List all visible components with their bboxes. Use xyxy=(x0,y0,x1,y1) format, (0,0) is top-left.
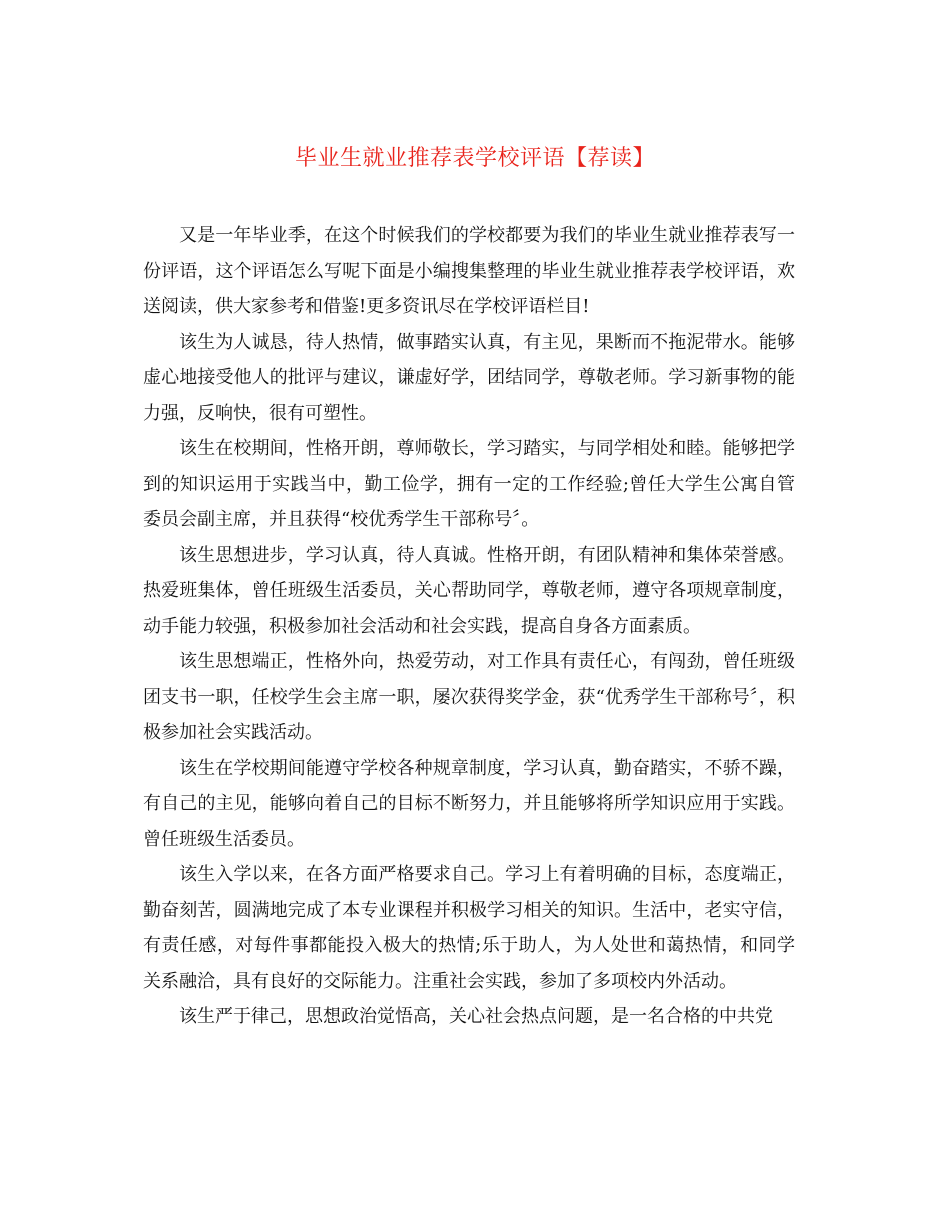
comment-paragraph: 该生思想端正，性格外向，热爱劳动，对工作具有责任心，有闯劲，曾任班级团支书一职，任校学生会主席一职，屡次获得奖学金，获“优秀学生干部称号〞，积极参加社会实践活动。 xyxy=(143,651,795,743)
comment-paragraph: 该生为人诚恳，待人热情，做事踏实认真，有主见，果断而不拖泥带水。能够虚心地接受他人的批评与建议，谦虚好学，团结同学，尊敬老师。学习新事物的能力强，反响快，很有可塑性。 xyxy=(143,331,795,424)
comment-paragraph: 该生思想进步，学习认真，待人真诚。性格开朗，有团队精神和集体荣誉感。热爱班集体，曾任班级生活委员，关心帮助同学，尊敬老师，遵守各项规章制度，动手能力较强，积极参加社会活动和社会实践，提高自身各方面素质。 xyxy=(143,544,795,637)
intro-paragraph: 又是一年毕业季，在这个时候我们的学校都要为我们的毕业生就业推荐表写一份评语，这个评语怎么写呢下面是小编搜集整理的毕业生就业推荐表学校评语，欢送阅读，供大家参考和借鉴!更多资讯尽在学校评语栏目! xyxy=(143,225,795,317)
document-body xyxy=(143,218,795,1035)
comment-paragraph: 该生在学校期间能遵守学校各种规章制度，学习认真，勤奋踏实，不骄不躁，有自己的主见，能够向着自己的目标不断努力，并且能够将所学知识应用于实践。曾任班级生活委员。 xyxy=(143,757,795,850)
document-title: 毕业生就业推荐表学校评语【荐读】 xyxy=(294,146,655,171)
comment-paragraph: 该生严于律己，思想政治觉悟高，关心社会热点问题，是一名合格的中共党 xyxy=(179,1006,773,1027)
comment-paragraph: 该生入学以来，在各方面严格要求自己。学习上有着明确的目标，态度端正，勤奋刻苦，圆满地完成了本专业课程并积极学习相关的知识。生活中，老实守信，有责任感，对每件事都能投入极大的热情;乐于助人，为人处世和蔼热情，和同学关系融洽，具有良好的交际能力。注重社会实践，参加了多项校内外活动。 xyxy=(143,864,795,992)
comment-paragraph: 该生在校期间，性格开朗，尊师敬长，学习踏实，与同学相处和睦。能够把学到的知识运用于实践当中，勤工俭学，拥有一定的工作经验;曾任大学生公寓自管委员会副主席，并且获得“校优秀学生干部称号〞。 xyxy=(143,438,795,530)
